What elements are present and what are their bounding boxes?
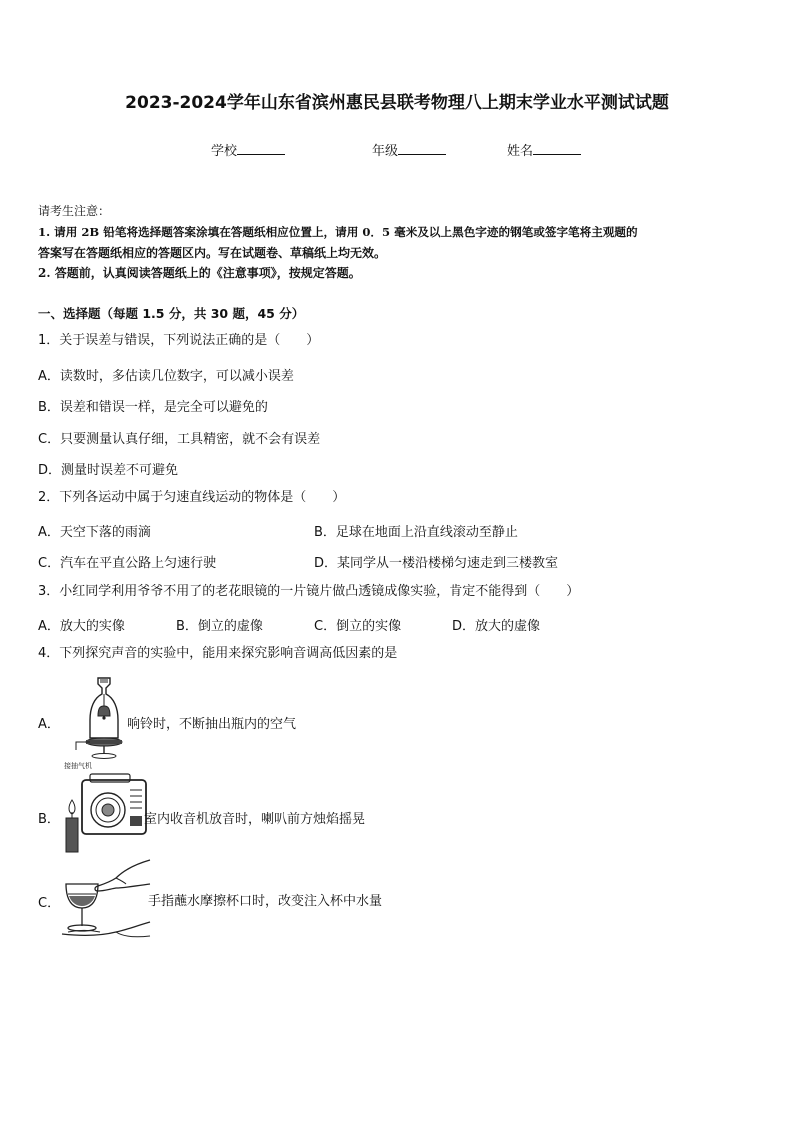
student-info-row — [0, 140, 794, 160]
grade-label: 年级 — [372, 144, 399, 159]
question-1-option-b[interactable]: B．误差和错误一样，是完全可以避免的 — [38, 400, 268, 415]
question-4-option-b[interactable] — [38, 772, 458, 856]
question-2-option-c[interactable]: C．汽车在平直公路上匀速行驶 — [38, 556, 217, 571]
pump-caption: 接抽气机 — [64, 762, 92, 770]
question-4-option-c[interactable] — [38, 856, 458, 942]
option-c-letter: C． — [38, 896, 61, 911]
notice-item-2: 2. 答题前，认真阅读答题纸上的《注意事项》，按规定答题。 — [38, 266, 361, 280]
question-3-option-c[interactable]: C．倒立的实像 — [314, 619, 402, 634]
radio-candle-icon — [60, 772, 156, 856]
question-4-stem: 4．下列探究声音的实验中，能用来探究影响音调高低因素的是 — [38, 646, 398, 661]
question-2-option-b[interactable]: B．足球在地面上沿直线滚动至静止 — [314, 525, 518, 540]
question-2-option-a[interactable]: A．天空下落的雨滴 — [38, 525, 151, 540]
question-2-stem: 2．下列各运动中属于匀速直线运动的物体是（ ） — [38, 490, 346, 505]
question-1-option-d[interactable]: D．测量时误差不可避免 — [38, 463, 179, 478]
bell-jar-vacuum-icon — [62, 672, 132, 772]
school-field[interactable] — [211, 140, 285, 159]
question-1-option-c[interactable]: C．只要测量认真仔细，工具精密，就不会有误差 — [38, 432, 321, 447]
question-3-option-d[interactable]: D．放大的虚像 — [452, 619, 541, 634]
exam-title: 2023-2024学年山东省滨州惠民县联考物理八上期末学业水平测试试题 — [125, 93, 669, 113]
finger-wine-glass-icon — [60, 856, 152, 942]
question-3-option-b[interactable]: B．倒立的虚像 — [176, 619, 263, 634]
notice-heading: 请考生注意： — [38, 204, 111, 218]
school-blank[interactable] — [237, 141, 285, 155]
option-b-description: 室内收音机放音时，喇叭前方烛焰摇晃 — [144, 812, 366, 827]
grade-blank[interactable] — [398, 141, 446, 155]
question-2-option-d[interactable]: D．某同学从一楼沿楼梯匀速走到三楼教室 — [314, 556, 559, 571]
question-3-stem: 3．小红同学利用爷爷不用了的老花眼镜的一片镜片做凸透镜成像实验，肯定不能得到（ ） — [38, 584, 580, 599]
name-label: 姓名 — [507, 144, 534, 159]
question-1-option-a[interactable]: A．读数时，多估读几位数字，可以减小误差 — [38, 369, 294, 384]
question-4-option-a[interactable] — [38, 672, 458, 772]
option-c-description: 手指蘸水摩擦杯口时，改变注入杯中水量 — [148, 894, 383, 909]
question-3-option-a[interactable]: A．放大的实像 — [38, 619, 125, 634]
name-field[interactable] — [507, 140, 581, 159]
notice-item-1-line-1: 1. 请用 2B 铅笔将选择题答案涂填在答题纸相应位置上，请用 0．5 毫米及以上黑色字迹的钢笔或签字笔将主观题的 — [38, 225, 638, 239]
grade-field[interactable] — [372, 140, 446, 159]
school-label: 学校 — [211, 144, 238, 159]
option-a-description: 响铃时，不断抽出瓶内的空气 — [127, 717, 297, 732]
name-blank[interactable] — [533, 141, 581, 155]
question-1-stem: 1．关于误差与错误，下列说法正确的是（ ） — [38, 333, 320, 348]
option-a-letter: A． — [38, 717, 60, 732]
notice-item-1-line-2: 答案写在答题纸相应的答题区内。写在试题卷、草稿纸上均无效。 — [38, 246, 387, 260]
option-b-letter: B． — [38, 812, 60, 827]
section-heading: 一、选择题（每题 1.5 分，共 30 题，45 分） — [38, 306, 305, 321]
